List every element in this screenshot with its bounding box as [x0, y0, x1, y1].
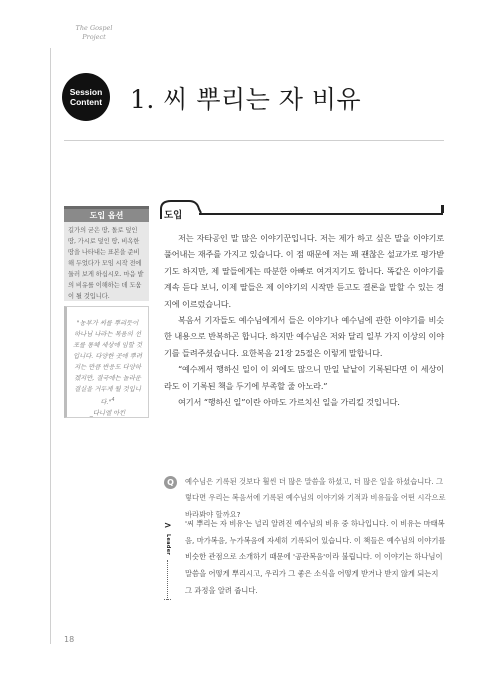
question-icon: Q [164, 476, 177, 489]
session-badge [62, 73, 110, 121]
section-heading-rule-end [441, 205, 444, 213]
leader-note-marker [164, 522, 172, 600]
title-divider [64, 140, 444, 141]
intro-paragraph: 복음서 기자들도 예수님에게서 들은 이야기나 예수님에 관한 이야기를 비슷한 내용으로 반복하곤 합니다. 하지만 예수님은 저와 달리 일부 가지 이상의 이야기를 들려주셨습니다. 요한복음 21장 25절은 이렇게 말합니다. [164, 315, 444, 358]
session-badge-line2: Content [69, 97, 103, 107]
intro-paragraph: 저는 자타공인 말 많은 이야기꾼입니다. 저는 제가 하고 싶은 말을 이야기로 풀어내는 재주를 가지고 있습니다. 이 점 때문에 저는 꽤 괜찮은 설교가로 평가받기도 하지만, 제 딸들에게는 따분한 아빠로 여겨지기도 합니다. 똑같은 이야기를 계속 듣다 보니, 이제 딸들은 제 이야기의 시작만 듣고도 결론을 말할 수 있는 경지에 이르렀습니다. [164, 233, 444, 309]
leader-arrow-icon: > [164, 521, 172, 531]
leader-label: Leader [165, 534, 171, 556]
section-heading-rule [199, 213, 443, 215]
project-header-line2: Project [82, 33, 106, 41]
project-header [64, 24, 124, 42]
pull-quote [64, 306, 149, 418]
intro-option-box [64, 206, 149, 301]
leader-note-text: '씨 뿌리는 자 비유'는 널리 알려진 예수님의 비유 중 하나입니다. 이 비유는 마태복음, 마가복음, 누가복음에 자세히 기록되어 있습니다. 이 책들은 예수님의 이야기를 비슷한 관점으로 소개하기 때문에 '공관복음'이라 불립니다. 이 이야기는 하나님이 말씀을 어떻게 뿌리시고, 우리가 그 좋은 소식을 어떻게 받거나 받지 않게 되는지 그 과정을 알려 줍니다. [185, 519, 446, 595]
question-text: 예수님은 기록된 것보다 훨씬 더 많은 말씀을 하셨고, 더 많은 일을 하셨습니다. 그렇다면 우리는 복음서에 기록된 예수님의 이야기와 기적과 비유들을 어떤 시각으로 바라봐야 할까요? [185, 477, 446, 519]
project-header-line1: The Gospel [75, 24, 113, 32]
page-title: 1. 씨 뿌리는 자 비유 [130, 85, 362, 114]
page-number: 18 [64, 635, 75, 644]
intro-paragraph-scripture: “예수께서 행하신 일이 이 외에도 많으니 만일 낱낱이 기록된다면 이 세상이라도 이 기록된 책을 두기에 부족할 줄 아노라.” [164, 364, 444, 391]
intro-option-text: 길가의 굳은 땅, 돌로 덮인 땅, 가시로 덮인 땅, 비옥한 땅을 나타내는 표본을 준비해 두었다가 모임 시작 전에 둘러 보게 하십시오. 마음 밭의 비유를 이해하는 데 도움이 될 것입니다. [68, 227, 144, 300]
pull-quote-author: _다니엘 아킨 [89, 410, 126, 418]
intro-option-heading: 도입 옵션 [64, 209, 149, 222]
pull-quote-footnote: 4 [111, 397, 115, 403]
margin-rule [50, 48, 51, 644]
intro-body [164, 230, 444, 410]
intro-paragraph: 여기서 “행하신 일”이란 아마도 가르치신 일을 가리킬 것입니다. [178, 397, 400, 408]
section-heading-intro: 도입 [164, 210, 183, 221]
leader-dotted-end [164, 599, 171, 600]
pull-quote-text: "농부가 씨를 뿌리듯이 하나님 나라는 복음의 선포를 통해 세상에 임할 것입니다. 다양한 곳에 뿌려지는 만큼 반응도 다양하겠지만, 결국에는 놀라운 결실을 거두게 될 것입니다." [73, 320, 142, 407]
session-badge-line1: Session [69, 87, 103, 97]
leader-dotted-line [167, 560, 168, 600]
